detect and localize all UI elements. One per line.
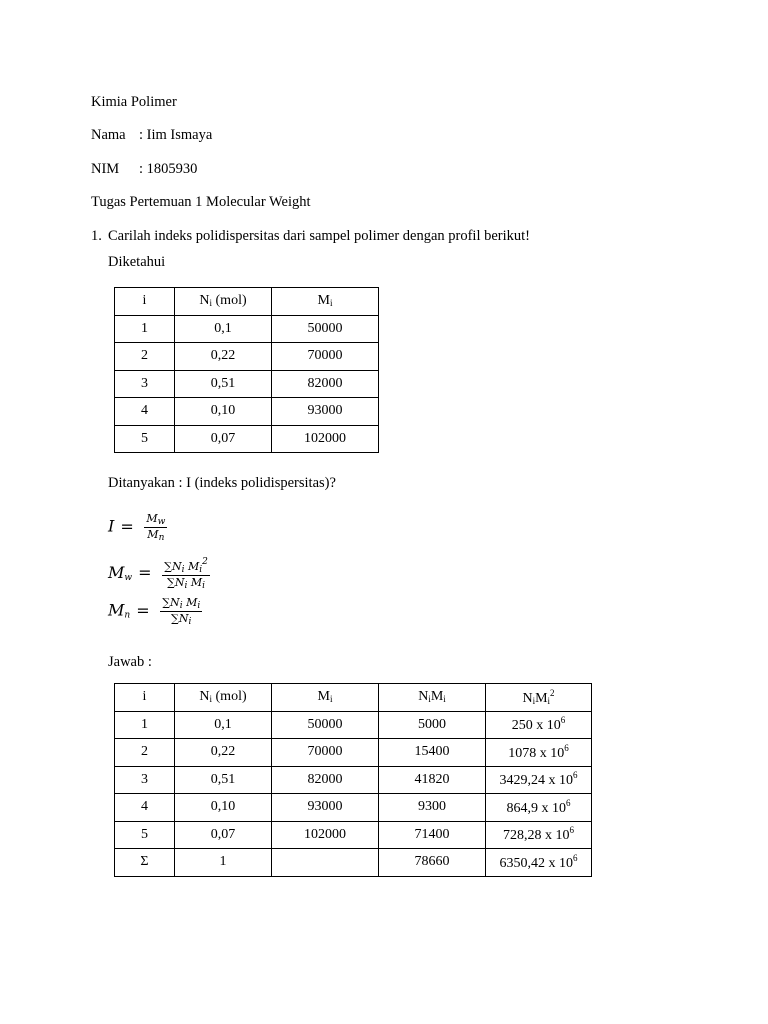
- table-row: 5 0,07 102000 71400 728,28 x $10^6$: [115, 821, 592, 849]
- answer-label: Jawab :: [108, 654, 152, 670]
- assignment-title: Tugas Pertemuan 1 Molecular Weight: [91, 194, 311, 210]
- table-row: 4 0,10 93000: [115, 398, 379, 426]
- name-label: Nama: [91, 127, 126, 143]
- header-i: i: [115, 288, 175, 316]
- formula-mn: $M_n$ = $\frac{\sum N_i M_i}{\sum N_i}$: [108, 596, 201, 627]
- nim-label: NIM: [91, 161, 120, 177]
- header-nimi2: $N_iM_i^2$: [486, 684, 592, 712]
- table-row: 1 0,1 50000: [115, 315, 379, 343]
- table-row: 2 0,22 70000 15400 1078 x $10^6$: [115, 739, 592, 767]
- table-row: 5 0,07 102000: [115, 425, 379, 453]
- table-row: 1 0,1 50000 5000 250 x $10^6$: [115, 711, 592, 739]
- table-sum-row: Σ 1 78660 6350,42 x $10^6$: [115, 849, 592, 877]
- table-header-row: [115, 684, 592, 712]
- given-label: Diketahui: [108, 254, 166, 270]
- course-title: Kimia Polimer: [91, 94, 177, 110]
- header-mi: $M_i$: [272, 288, 379, 316]
- given-table: [114, 287, 379, 453]
- name-value: : Iim Ismaya: [139, 127, 213, 143]
- header-mi: $M_i$: [272, 684, 379, 712]
- table-row: 2 0,22 70000: [115, 343, 379, 371]
- table-row: 4 0,10 93000 9300 864,9 x $10^6$: [115, 794, 592, 822]
- question-text: Carilah indeks polidispersitas dari sampel polimer dengan profil berikut!: [108, 228, 531, 244]
- header-nimi: $N_iM_i$: [379, 684, 486, 712]
- question-number: 1.: [91, 228, 102, 244]
- table-header-row: [115, 288, 379, 316]
- nim-line: [91, 161, 197, 178]
- formula-mw: $M_w$ = $\frac{\sum N_i M_i^2}{\sum N_i M_i}$: [108, 557, 208, 591]
- name-line: [91, 127, 212, 144]
- asked-line: Ditanyakan : I (indeks polidispersitas)?: [108, 475, 336, 491]
- header-i: i: [115, 684, 175, 712]
- question-line: [91, 228, 530, 245]
- nim-value: : 1805930: [139, 161, 198, 177]
- formula-i: I = $\frac{M_w}{M_n}$: [108, 512, 166, 543]
- answer-table: [114, 683, 592, 877]
- header-ni: $N_i$ (mol): [175, 684, 272, 712]
- table-row: 3 0,51 82000 41820 3429,24 x $10^6$: [115, 766, 592, 794]
- table-row: 3 0,51 82000: [115, 370, 379, 398]
- header-ni: $N_i$ (mol): [175, 288, 272, 316]
